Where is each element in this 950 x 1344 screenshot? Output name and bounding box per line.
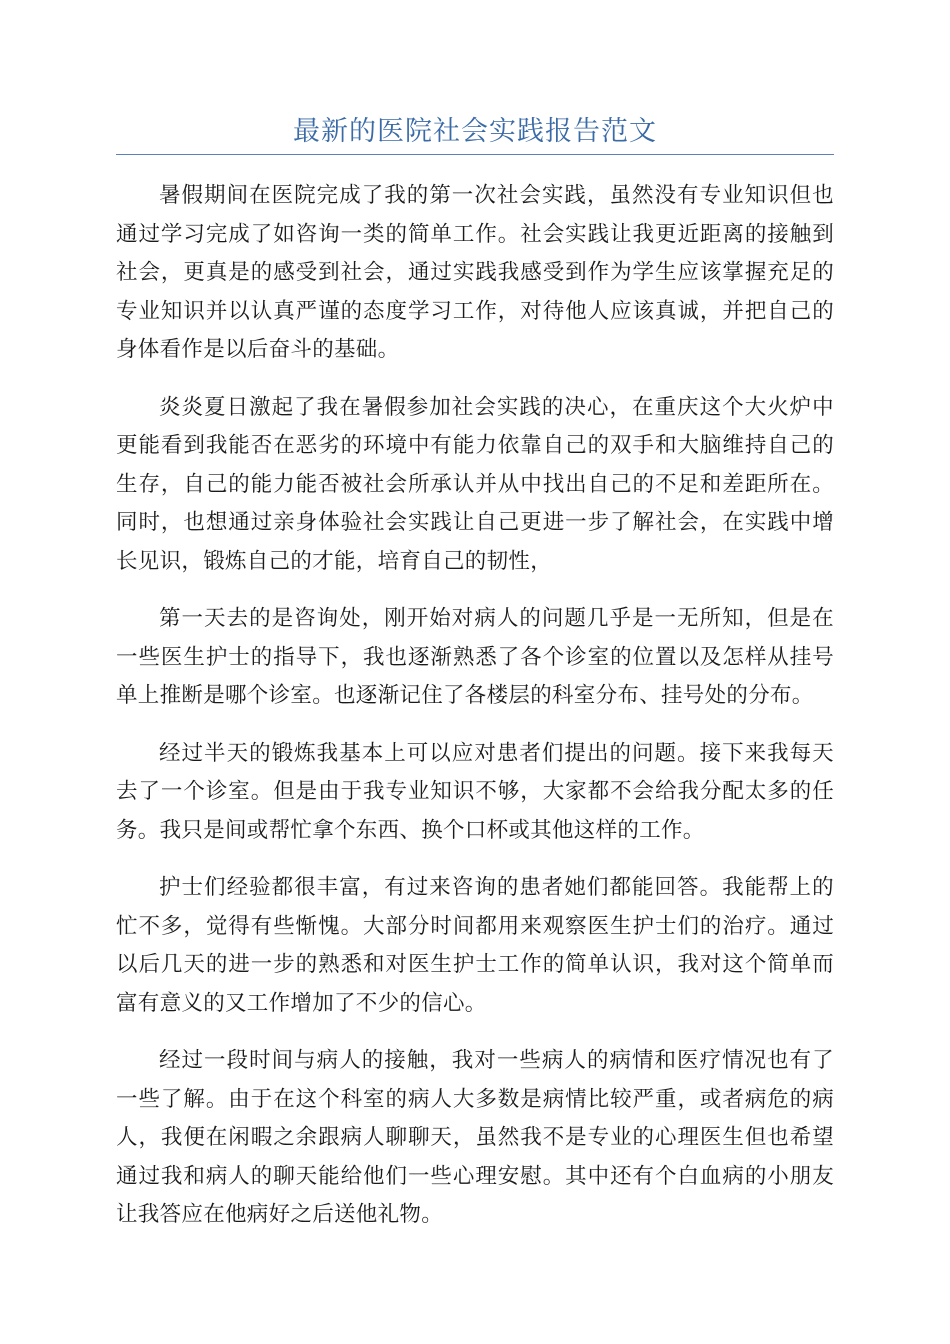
paragraph-4: 经过半天的锻炼我基本上可以应对患者们提出的问题。接下来我每天去了一个诊室。但是由于我专业知识不够，大家都不会给我分配太多的任务。我只是间或帮忙拿个东西、换个口杯或其他这样的工作。 bbox=[116, 740, 834, 843]
document-title: 最新的医院社会实践报告范文 bbox=[293, 116, 657, 147]
paragraph-1: 暑假期间在医院完成了我的第一次社会实践，虽然没有专业知识但也通过学习完成了如咨询一类的简单工作。社会实践让我更近距离的接触到社会，更真是的感受到社会，通过实践我感受到作为学生应该掌握充足的专业知识并以认真严谨的态度学习工作，对待他人应该真诚，并把自己的身体看作是以后奋斗的基础。 bbox=[116, 183, 834, 362]
paragraph-3: 第一天去的是咨询处，刚开始对病人的问题几乎是一无所知，但是在一些医生护士的指导下，我也逐渐熟悉了各个诊室的位置以及怎样从挂号单上推断是哪个诊室。也逐渐记住了各楼层的科室分布、挂号处的分布。 bbox=[116, 606, 834, 708]
document-body bbox=[116, 177, 834, 1254]
title-underline bbox=[116, 154, 834, 155]
paragraph-6: 经过一段时间与病人的接触，我对一些病人的病情和医疗情况也有了一些了解。由于在这个科室的病人大多数是病情比较严重，或者病危的病人，我便在闲暇之余跟病人聊聊天，虽然我不是专业的心理医生但也希望通过我和病人的聊天能给他们一些心理安慰。其中还有个白血病的小朋友让我答应在他病好之后送他礼物。 bbox=[116, 1048, 834, 1227]
paragraph-5: 护士们经验都很丰富，有过来咨询的患者她们都能回答。我能帮上的忙不多，觉得有些惭愧。大部分时间都用来观察医生护士们的治疗。通过以后几天的进一步的熟悉和对医生护士工作的简单认识，我对这个简单而富有意义的又工作增加了不少的信心。 bbox=[116, 875, 834, 1016]
paragraph-2: 炎炎夏日激起了我在暑假参加社会实践的决心，在重庆这个大火炉中更能看到我能否在恶劣的环境中有能力依靠自己的双手和大脑维持自己的生存，自己的能力能否被社会所承认并从中找出自己的不足和差距所在。同时，也想通过亲身体验社会实践让自己更进一步了解社会，在实践中增长见识，锻炼自己的才能，培育自己的韧性， bbox=[116, 394, 834, 574]
